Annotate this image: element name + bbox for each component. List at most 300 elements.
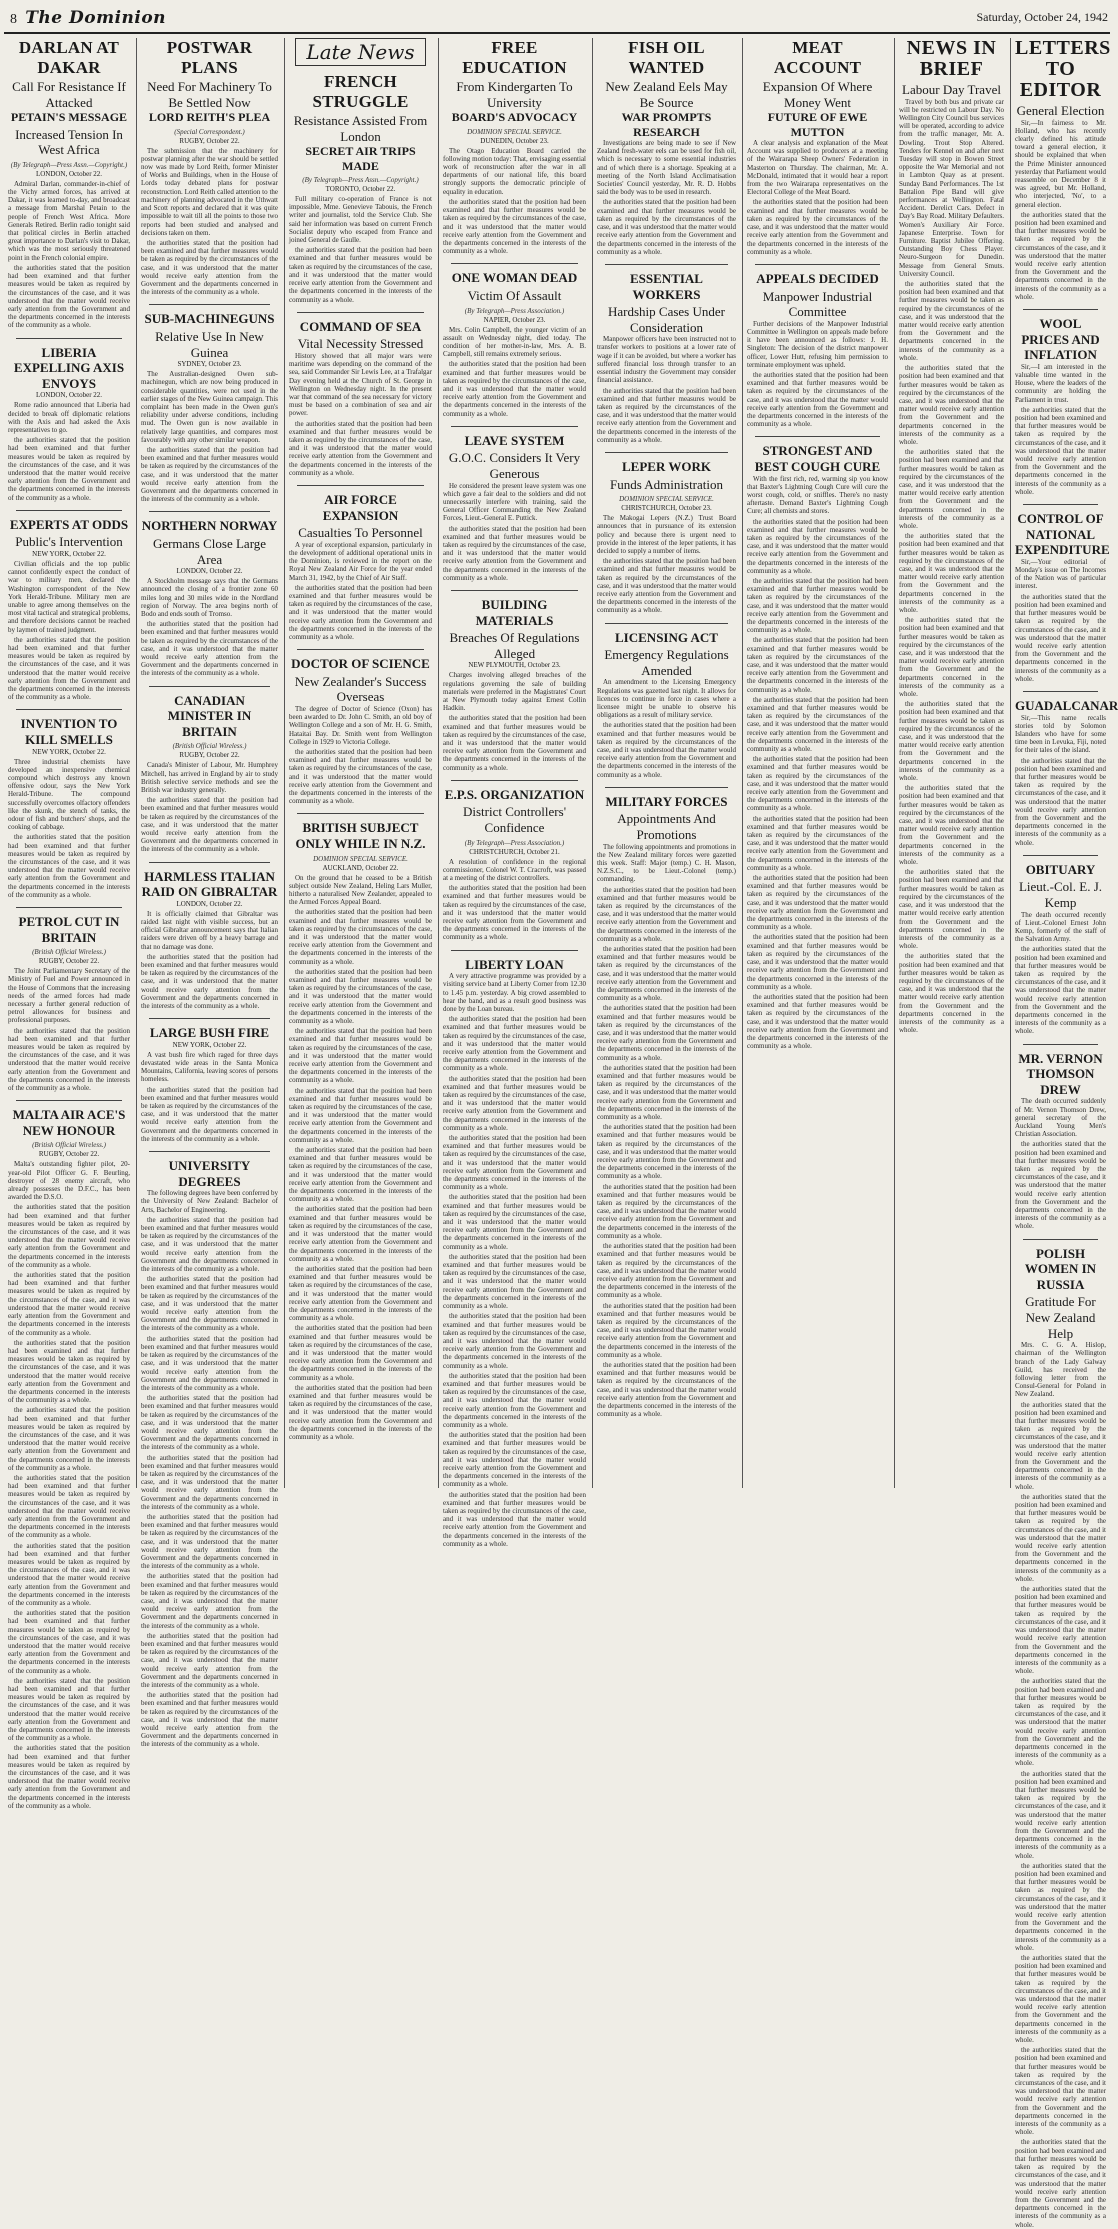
subheadline: Manpower Industrial Committee xyxy=(762,288,873,320)
article-body xyxy=(443,326,586,418)
dateline: DUNEDIN, October 23. xyxy=(480,136,549,145)
dateline: RUGBY, October 22. xyxy=(38,957,100,966)
article-separator xyxy=(1023,691,1098,692)
issue-date: Saturday, October 24, 1942 xyxy=(976,10,1108,24)
headline: BUILDING MATERIALS xyxy=(475,596,554,628)
article xyxy=(8,338,130,502)
wire-source: DOMINION SPECIAL SERVICE. xyxy=(467,127,562,136)
article-text-continued: the authorities stated that the position had been examined and that further measures would be taken as required by the circumstances of the case, and it was understood that the matter would receive early attention from the Government and the departments concerned in the interests of the community as a whole. xyxy=(597,721,736,779)
article-text: A vast bush fire which raged for three days devastated wide areas in the Santa Monica Mountains, California, leaving scores of persons homeless. xyxy=(141,1050,278,1084)
article-text-continued: the authorities stated that the position had been examined and that further measures would be taken as required by the circumstances of the case, and it was understood that the matter would receive early attention from the Government and the departments concerned in the interests of the community as a whole. xyxy=(141,952,278,1011)
article-text-continued: the authorities stated that the position had been examined and that further measures would be taken as required by the circumstances of the case, and it was understood that the matter would receive early attention from the Government and the departments concerned in the interests of the community as a whole. xyxy=(443,1490,586,1548)
article xyxy=(289,485,432,641)
dateline: LONDON, October 22. xyxy=(35,391,103,400)
article-text-continued: the authorities stated that the position had been examined and that further measures would be taken as required by the circumstances of the case, and it was understood that the matter would receive early attention from the Government and the departments concerned in the interests of the community as a whole. xyxy=(289,1146,432,1204)
article-body xyxy=(141,761,278,853)
wire-source: (Special Correspondent.) xyxy=(174,127,245,136)
subheadline: Resistance Assisted From London xyxy=(293,113,428,144)
article-text: The Makogai Lepers (N.Z.) Trust Board announces that in pursuance of its extension policy and because there is urgent need to provide in the interest of the leper patients, it has decided to supply a number of items. xyxy=(597,514,736,555)
article xyxy=(1015,1239,1106,2229)
headline: ONE WOMAN DEAD xyxy=(451,270,578,286)
article-text-continued: the authorities stated that the position had been examined and that further measures would be taken as required by the circumstances of the case, and it was understood that the matter would receive early attention from the Government and the departments concerned in the interests of the community as a whole. xyxy=(443,1312,586,1370)
headline: INVENTION TO KILL SMELLS xyxy=(20,716,118,747)
article-text: Canada's Minister of Labour, Mr. Humphrey Mitchell, has arrived in England by air to study British selective service methods and see the British war industry generally. xyxy=(141,761,278,794)
article-separator xyxy=(16,338,122,339)
article-text: A clear analysis and explanation of the Meat Account was supplied to producers at a meeting of the Wairarapa Sheep Owners' Federation in Masterton on Thursday. The chairman, Mr. A. McDonald, intimated that it would hear a report from the two Wairarapa representatives on the Electoral College of the Meat Board. xyxy=(747,139,888,197)
article-body xyxy=(597,335,736,444)
headline: E.P.S. ORGANIZATION xyxy=(444,786,585,802)
article-body xyxy=(443,858,586,942)
article-text-continued: the authorities stated that the position had been examined and that further measures would be taken as required by the circumstances of the case, and it was understood that the matter would receive early attention from the Government and the departments concerned in the interests of the community as a whole. xyxy=(747,370,888,429)
article-text-continued: the authorities stated that the position had been examined and that further measures would be taken as required by the circumstances of the case, and it was understood that the matter would receive early attention from the Government and the departments concerned in the interests of the community as a whole. xyxy=(597,198,736,256)
article-text-continued: the authorities stated that the position had been examined and that further measures would be taken as required by the circumstances of the case, and it was understood that the matter would receive early attention from the Government and the departments concerned in the interests of the community as a whole. xyxy=(1015,756,1106,847)
subheadline: Need For Machinery To Be Settled Now xyxy=(147,79,272,110)
article-text-continued: the authorities stated that the position had been examined and that further measures would be taken as required by the circumstances of the case, and it was understood that the matter would receive early attention from the Government and the departments concerned in the interests of the community as a whole. xyxy=(597,1242,736,1300)
article-body xyxy=(141,147,278,297)
article-separator xyxy=(149,1151,270,1152)
article-body xyxy=(1015,119,1106,301)
article-text-continued: the authorities stated that the position had been examined and that further measures would be taken as required by the circumstances of the case, and it was understood that the matter would receive early attention from the Government and the departments concerned in the interests of the community as a whole. xyxy=(1015,1954,1106,2045)
article-text-continued: the authorities stated that the position had been examined and that further measures would be taken as required by the circumstances of the case, and it was understood that the matter would receive early attention from the Government and the departments concerned in the interests of the community as a whole. xyxy=(747,198,888,256)
page-number: 8 xyxy=(10,12,17,27)
article-text: A very attractive programme was provided by a visiting service band at Liberty Corner from 12.30 to 1.45 p.m. yesterday. A big crowd assembled to hear the band, and as a result good business was done by the Loan bureau. xyxy=(443,972,586,1013)
article-text: Investigations are being made to see if New Zealand fresh-water eels can be used for fish oil, which is necessary to some essential industries and of which there is a shortage. Speaking at a meeting of the North Island Acclimatisation Societies' Council yesterday, Mr. R. D. Hobbs said the body was to be used in research. xyxy=(597,139,736,197)
subheadline: From Kindergarten To University xyxy=(456,79,573,110)
subheadline: General Election xyxy=(1016,103,1105,118)
article-text-continued: the authorities stated that the position had been examined and that further measures would be taken as required by the circumstances of the case, and it was understood that the matter would receive early attention from the Government and the departments concerned in the interests of the community as a whole. xyxy=(8,1406,130,1472)
article-text: The degree of Doctor of Science (Oxon) has been awarded to Dr. John C. Smith, an old boy of Wellington College and a son of Mr. H. G. Smith, Hataitai Bay. Dr. Smith went from Wellington College in 1929 to Victoria College. xyxy=(289,704,432,746)
article-separator xyxy=(605,264,728,265)
subheadline: Labour Day Travel xyxy=(902,82,1001,97)
article-text-continued: the authorities stated that the position had been examined and that further measures would be taken as required by the circumstances of the case, and it was understood that the matter would receive early attention from the Government and the departments concerned in the interests of the community as a whole. xyxy=(597,885,736,943)
article xyxy=(747,264,888,428)
dateline: NEW PLYMOUTH, October 23. xyxy=(468,661,561,670)
headline: UNIVERSITY DEGREES xyxy=(168,1158,251,1189)
article-body xyxy=(1015,558,1106,683)
subheadline-2: WAR PROMPTS RESEARCH xyxy=(621,110,712,139)
article-text-continued: the authorities stated that the position had been examined and that further measures would be taken as required by the circumstances of the case, and it was understood that the matter would receive early attention from the Government and the departments concerned in the interests of the community as a whole. xyxy=(8,1676,130,1743)
subheadline: Call For Resistance If Attacked xyxy=(12,79,126,110)
headline: MR. VERNON THOMSON DREW xyxy=(1018,1050,1103,1097)
subheadline: Gratitude For New Zealand Help xyxy=(1025,1294,1096,1341)
dateline: CHRISTCHURCH, October 21. xyxy=(469,847,560,856)
headline: MEAT ACCOUNT xyxy=(773,38,862,77)
subheadline: Lieut.-Col. E. J. Kemp xyxy=(1018,879,1103,910)
article-text-continued: the authorities stated that the position had been examined and that further measures would be taken as required by the circumstances of the case, and it was understood that the matter would receive early attention from the Government and the departments concerned in the interests of the community as a whole. xyxy=(8,1338,130,1405)
article-text: The death occurred recently of Lieut.-Colonel Ernest John Kemp, formerly of the staff of the Salvation Army. xyxy=(1015,910,1106,944)
article-text-continued: the authorities stated that the position had been examined and that further measures would be taken as required by the circumstances of the case, and it was understood that the matter would receive early attention from the Government and the departments concerned in the interests of the community as a whole. xyxy=(443,884,586,942)
dateline: LONDON, October 22. xyxy=(176,567,243,576)
article-text-continued: the authorities stated that the position had been examined and that further measures would be taken as required by the circumstances of the case, and it was understood that the matter would receive early attention from the Government and the departments concerned in the interests of the community as a whole. xyxy=(443,1074,586,1132)
article xyxy=(1015,37,1111,301)
article-separator xyxy=(451,780,578,781)
article-text-continued: the authorities stated that the position had been examined and that further measures would be taken as required by the circumstances of the case, and it was understood that the matter would receive early attention from the Government and the departments concerned in the interests of the community as a whole. xyxy=(1015,1861,1106,1952)
article-separator xyxy=(297,813,424,814)
article xyxy=(443,38,586,255)
headline: LICENSING ACT xyxy=(615,629,718,645)
article-text-continued: the authorities stated that the position had been examined and that further measures would be taken as required by the circumstances of the case, and it was understood that the matter would receive early attention from the Government and the departments concerned in the interests of the community as a whole. xyxy=(8,1744,130,1810)
article-body xyxy=(1015,714,1106,847)
subheadline-2: PETAIN'S MESSAGE xyxy=(10,110,128,125)
headline: NEWS IN BRIEF xyxy=(906,37,997,80)
article-separator xyxy=(149,1018,270,1019)
headline: LIBERIA EXPELLING AXIS ENVOYS xyxy=(13,344,125,391)
article-text: A Stockholm message says that the Germans announced the closing of a frontier zone 60 miles long and 30 miles wide in the Nordland region of Norway. The area begins north of Bodo and ends south of Tromso. xyxy=(141,577,278,618)
newspaper-title: The Dominion xyxy=(25,8,167,28)
article xyxy=(443,263,586,417)
article xyxy=(8,709,130,899)
article-body xyxy=(597,678,736,778)
article-body xyxy=(597,843,736,1419)
article-text-continued: the authorities stated that the position had been examined and that further measures would be taken as required by the circumstances of the case, and it was understood that the matter would receive early attention from the Government and the departments concerned in the interests of the community as a whole. xyxy=(1015,1677,1106,1768)
article xyxy=(289,813,432,1441)
subheadline-2: FUTURE OF EWE MUTTON xyxy=(767,110,868,139)
article-text: Sir,—In fairness to Mr. Holland, who has recently clearly defined his attitude toward a general election, it should be explained that when the Prime Minister announced yesterday that Parliament would reassemble on December 8 it was agreed, but Mr. Holland, who interjected, 'No', to a general election. xyxy=(1015,118,1106,209)
article-text-continued: the authorities stated that the position had been examined and that further measures would be taken as required by the circumstances of the case, and it was understood that the matter would receive early attention from the Government and the departments concerned in the interests of the community as a whole. xyxy=(141,1453,278,1511)
subheadline: Relative Use In New Guinea xyxy=(155,328,264,360)
article-text-continued: the authorities stated that the position had been examined and that further measures would be taken as required by the circumstances of the case, and it was understood that the matter would receive early attention from the Government and the departments concerned in the interests of the community as a whole. xyxy=(899,364,1004,446)
article-body xyxy=(747,475,888,1051)
article-text-continued: the authorities stated that the position had been examined and that further measures would be taken as required by the circumstances of the case, and it was understood that the matter would receive early attention from the Government and the departments concerned in the interests of the community as a whole. xyxy=(597,1004,736,1062)
headline: EXPERTS AT ODDS xyxy=(9,516,129,532)
article-text-continued: the authorities stated that the position had been examined and that further measures would be taken as required by the circumstances of the case, and it was understood that the matter would receive early attention from the Government and the departments concerned in the interests of the community as a whole. xyxy=(597,1123,736,1181)
article-body xyxy=(1015,1097,1106,1230)
article-body xyxy=(289,541,432,641)
article-text: Travel by both bus and private car will be restricted on Labour Day. No Wellington City Council bus services will be operated, according to advice from the traffic manager, Mr. A. Dowling. Trout Stop Altered. Tenders for Kennel on and after next Tuesday will stop in Bowen Street opposite the War Memorial and not in Lambton Quay as at present. Sunday Band Performances. The 1st Battalion Pipe Band will give performances at Wellington. Fatal Accident. Derelict Cars. Defect in Day's Bay Road. Military Defaulters. Women's Auxiliary Air Force. Japanese Enterprise. Town for Furniture. Baptist Jubilee Offering. Outstanding Boy Chess Player. Neuro-Surgeon for Dunedin. Message from General Smuts. University Council. xyxy=(899,97,1004,278)
article xyxy=(8,907,130,1092)
article-text: Sir,—I am interested in the valuable time wanted in the House, where the leaders of the community are holding the Parliament in trust. xyxy=(1015,362,1106,404)
article-text-continued: the authorities stated that the position had been examined and that further measures would be taken as required by the circumstances of the case, and it was understood that the matter would receive early attention from the Government and the departments concerned in the interests of the community as a whole. xyxy=(289,1383,432,1441)
article-body xyxy=(597,514,736,614)
article-text-continued: the authorities stated that the position had been examined and that further measures would be taken as required by the circumstances of the case, and it was understood that the matter would receive early attention from the Government and the departments concerned in the interests of the community as a whole. xyxy=(443,1015,586,1073)
headline: GUADALCANAR xyxy=(1015,697,1118,713)
article-text: An amendment to the Licensing Emergency Regulations was gazetted last night. It allows for licences to continue in force in cases where a licensee might be unable to observe his obligations as a result of military service. xyxy=(597,678,736,720)
article-separator xyxy=(297,649,424,650)
article-separator xyxy=(605,623,728,624)
headline: FREE EDUCATION xyxy=(462,38,567,77)
subheadline-2: LORD REITH'S PLEA xyxy=(148,110,271,125)
subheadline: Public's Intervention xyxy=(15,534,123,550)
article-separator xyxy=(149,511,270,512)
article-separator xyxy=(451,590,578,591)
article-text: Full military co-operation of France is not impossible, Mme. Genevieve Tabouis, the French writer and journalist, told the Service Club. She said her information was based on current French Socialist deputy who escaped from France and joined General de Gaulle. xyxy=(289,195,432,245)
article-text: Sir,—Your editorial of Monday's issue on The Incomes of the Nation was of particular interest. xyxy=(1015,557,1106,591)
article-text-continued: the authorities stated that the position had been examined and that further measures would be taken as required by the circumstances of the case, and it was understood that the matter would receive early attention from the Government and the departments concerned in the interests of the community as a whole. xyxy=(141,1631,278,1690)
article-text-continued: the authorities stated that the position had been examined and that further measures would be taken as required by the circumstances of the case, and it was understood that the matter would receive early attention from the Government and the departments concerned in the interests of the community as a whole. xyxy=(289,583,432,641)
article-text-continued: the authorities stated that the position had been examined and that further measures would be taken as required by the circumstances of the case, and it was understood that the matter would receive early attention from the Government and the departments concerned in the interests of the community as a whole. xyxy=(443,1252,586,1311)
headline: DARLAN AT DAKAR xyxy=(18,38,120,77)
dateline: RUGBY, October 22. xyxy=(179,751,240,760)
article-text-continued: the authorities stated that the position had been examined and that further measures would be taken as required by the circumstances of the case, and it was understood that the matter would receive early attention from the Government and the departments concerned in the interests of the community as a whole. xyxy=(141,1334,278,1392)
wire-source: (British Official Wireless.) xyxy=(32,948,106,957)
article-text: History showed that all major wars were maritime wars depending on the command of the sea, said Commander Sir Lewis Lee, at a Trafalgar Day evening held at the Church of St. George in Wellington on Wednesday night. In the present war that command of the sea necessary for victory must be based on a combination of sea and air power. xyxy=(289,351,432,418)
article xyxy=(8,1100,130,1810)
article xyxy=(443,950,586,1548)
article-separator xyxy=(16,907,122,908)
headline: FISH OIL WANTED xyxy=(628,38,705,77)
article-text-continued: the authorities stated that the position had been examined and that further measures would be taken as required by the circumstances of the case, and it was understood that the matter would receive early attention from the Government and the departments concerned in the interests of the community as a whole. xyxy=(1015,2138,1106,2229)
article-text-continued: the authorities stated that the position had been examined and that further measures would be taken as required by the circumstances of the case, and it was understood that the matter would receive early attention from the Government and the departments concerned in the interests of the community as a whole. xyxy=(899,532,1004,614)
subheadline: New Zealand Eels May Be Source xyxy=(605,79,728,110)
headline: FRENCH STRUGGLE xyxy=(312,72,409,111)
wire-source: DOMINION SPECIAL SERVICE. xyxy=(313,854,408,863)
article-text-continued: the authorities stated that the position had been examined and that further measures would be taken as required by the circumstances of the case, and it was understood that the matter would receive early attention from the Government and the departments concerned in the interests of the community as a whole. xyxy=(141,1512,278,1571)
article-text-continued: the authorities stated that the position had been examined and that further measures would be taken as required by the circumstances of the case, and it was understood that the matter would receive early attention from the Government and the departments concerned in the interests of the community as a whole. xyxy=(141,620,278,678)
article-body xyxy=(597,139,736,256)
article-text-continued: the authorities stated that the position had been examined and that further measures would be taken as required by the circumstances of the case, and it was understood that the matter would receive early attention from the Government and the departments concerned in the interests of the community as a whole. xyxy=(289,1027,432,1085)
article-body xyxy=(443,671,586,771)
article-text-continued: the authorities stated that the position had been examined and that further measures would be taken as required by the circumstances of the case, and it was understood that the matter would receive early attention from the Government and the departments concerned in the interests of the community as a whole. xyxy=(747,933,888,991)
article-text: The Australian-designed Owen sub-machinegun, which are now being produced in considerable quantities, were not used in the earlier stages of the New Guinea campaign. This complaint has been made in the Owen gun's reliability under adverse conditions, including mud. The Owen gun is now available in relatively large quantities, and compares most favourably with any other similar weapon. xyxy=(141,370,278,444)
article-separator xyxy=(16,510,122,511)
article-text-continued: the authorities stated that the position had been examined and that further measures would be taken as required by the circumstances of the case, and it was understood that the matter would receive early attention from the Government and the departments concerned in the interests of the community as a whole. xyxy=(8,1541,130,1607)
column-2 xyxy=(136,38,282,1749)
headline: POSTWAR PLANS xyxy=(166,38,253,77)
article-text-continued: the authorities stated that the position had been examined and that further measures would be taken as required by the circumstances of the case, and it was understood that the matter would receive early attention from the Government and the departments concerned in the interests of the community as a whole. xyxy=(1015,1492,1106,1583)
headline: AIR FORCE EXPANSION xyxy=(322,491,399,523)
article-text-continued: the authorities stated that the position had been examined and that further measures would be taken as required by the circumstances of the case, and it was understood that the matter would receive early attention from the Government and the departments concerned in the interests of the community as a whole. xyxy=(443,197,586,256)
article-text-continued: the authorities stated that the position had been examined and that further measures would be taken as required by the circumstances of the case, and it was understood that the matter would receive early attention from the Government and the departments concerned in the interests of the community as a whole. xyxy=(747,814,888,872)
article-text-continued: the authorities stated that the position had been examined and that further measures would be taken as required by the circumstances of the case, and it was understood that the matter would receive early attention from the Government and the departments concerned in the interests of the community as a whole. xyxy=(8,1203,130,1269)
article-text-continued: the authorities stated that the position had been examined and that further measures would be taken as required by the circumstances of the case, and it was understood that the matter would receive early attention from the Government and the departments concerned in the interests of the community as a whole. xyxy=(1015,592,1106,683)
headline: LETTERS TO EDITOR xyxy=(1015,37,1111,101)
article-body xyxy=(1015,363,1106,496)
article-separator xyxy=(1023,309,1098,310)
article-body xyxy=(141,1051,278,1143)
article xyxy=(289,38,432,304)
article-body xyxy=(8,1160,130,1810)
headline: MALTA AIR ACE'S NEW HONOUR xyxy=(12,1107,126,1138)
subheadline: Appointments And Promotions xyxy=(617,811,716,842)
headline: POLISH WOMEN IN RUSSIA xyxy=(1024,1245,1097,1292)
headline: NORTHERN NORWAY xyxy=(141,518,278,534)
article-text: Further decisions of the Manpower Industrial Committee in Wellington on appeals made before it have been announced as follows: J. H. Singleton: The decision of the district manpower officer, Lower Hutt, refusing him permission to terminate employment was upheld. xyxy=(747,319,888,369)
article-text-continued: the authorities stated that the position had been examined and that further measures would be taken as required by the circumstances of the case, and it was understood that the matter would receive early attention from the Government and the departments concerned in the interests of the community as a whole. xyxy=(1015,945,1106,1036)
wire-source: (By Telegraph—Press Association.) xyxy=(464,838,565,847)
article-separator xyxy=(451,950,578,951)
article-text: He considered the present leave system was one which gave a fair deal to the soldiers and did not unnecessarily interfere with training, said the General Officer Commanding the New Zealand Forces, Lieut.-General E. Puttick. xyxy=(443,481,586,523)
article-text: On the ground that he ceased to be a British subject outside New Zealand, Heling Lars Muller, hitherto a naturalised New Zealander, appealed to the Armed Forces Appeal Board. xyxy=(289,873,432,907)
article-text: It is officially claimed that Gibraltar was raided last night with visible success, but an official Gibraltar announcement says that Italian raiders were driven off by a heavy barrage and that no damage was done. xyxy=(141,909,278,951)
article-separator xyxy=(297,312,424,313)
article-text-continued: the authorities stated that the position had been examined and that further measures would be taken as required by the circumstances of the case, and it was understood that the matter would receive early attention from the Government and the departments concerned in the interests of the community as a whole. xyxy=(747,874,888,932)
article-body xyxy=(141,577,278,677)
article-separator xyxy=(16,709,122,710)
dateline: NEW YORK, October 22. xyxy=(32,747,106,756)
article-text-continued: the authorities stated that the position had been examined and that further measures would be taken as required by the circumstances of the case, and it was understood that the matter would receive early attention from the Government and the departments concerned in the interests of the community as a whole. xyxy=(443,360,586,418)
article xyxy=(747,38,888,256)
wire-source: (British Official Wireless.) xyxy=(172,742,247,751)
article-separator xyxy=(755,436,880,437)
article-text-continued: the authorities stated that the position had been examined and that further measures would be taken as required by the circumstances of the case, and it was understood that the matter would receive early attention from the Government and the departments concerned in the interests of the community as a whole. xyxy=(289,246,432,304)
subheadline-3: Increased Tension In West Africa xyxy=(15,126,123,158)
article-text-continued: the authorities stated that the position had been examined and that further measures would be taken as required by the circumstances of the case, and it was understood that the matter would receive early attention from the Government and the departments concerned in the interests of the community as a whole. xyxy=(899,784,1004,867)
article-text-continued: the authorities stated that the position had been examined and that further measures would be taken as required by the circumstances of the case, and it was understood that the matter would receive early attention from the Government and the departments concerned in the interests of the community as a whole. xyxy=(141,238,278,297)
article-body xyxy=(747,139,888,256)
article-text-continued: the authorities stated that the position had been examined and that further measures would be taken as required by the circumstances of the case, and it was understood that the matter would receive early attention from the Government and the departments concerned in the interests of the community as a whole. xyxy=(747,636,888,694)
masthead xyxy=(0,0,1114,34)
subheadline: Funds Administration xyxy=(609,476,724,492)
dateline: RUGBY, October 22. xyxy=(38,1150,100,1159)
column-8 xyxy=(1010,37,1118,2229)
column-3 xyxy=(284,38,436,1488)
article xyxy=(443,590,586,772)
article-separator xyxy=(149,304,270,305)
article-body xyxy=(289,352,432,477)
article-text-continued: the authorities stated that the position had been examined and that further measures would be taken as required by the circumstances of the case, and it was understood that the matter would receive early attention from the Government and the departments concerned in the interests of the community as a whole. xyxy=(1015,1585,1106,1676)
article-separator xyxy=(755,264,880,265)
article-separator xyxy=(297,485,424,486)
article xyxy=(1015,691,1118,847)
article xyxy=(899,38,1004,1034)
headline: MILITARY FORCES xyxy=(605,793,728,809)
subheadline-2: BOARD'S ADVOCACY xyxy=(451,110,578,125)
dateline: CHRISTCHURCH, October 23. xyxy=(621,504,712,513)
subheadline: Germans Close Large Area xyxy=(152,535,267,567)
article-text-continued: the authorities stated that the position had been examined and that further measures would be taken as required by the circumstances of the case, and it was understood that the matter would receive early attention from the Government and the departments concerned in the interests of the community as a whole. xyxy=(141,1394,278,1452)
column-6 xyxy=(742,38,892,1488)
dateline: SYDNEY, October 23. xyxy=(177,360,242,369)
dateline: NEW YORK, October 22. xyxy=(172,1040,247,1049)
article-text-continued: the authorities stated that the position had been examined and that further measures would be taken as required by the circumstances of the case, and it was understood that the matter would receive early attention from the Government and the departments concerned in the interests of the community as a whole. xyxy=(899,952,1004,1035)
article-text-continued: the authorities stated that the position had been examined and that further measures would be taken as required by the circumstances of the case, and it was understood that the matter would receive early attention from the Government and the departments concerned in the interests of the community as a whole. xyxy=(141,1085,278,1143)
subheadline: Expansion Of Where Money Went xyxy=(762,79,873,110)
article-text: Malta's outstanding fighter pilot, 20-year-old Pilot Officer G. F. Beurling, destroyer of 28 enemy aircraft, who already possesses the D.F.C., has been awarded the D.S.O. xyxy=(8,1160,130,1202)
article-text-continued: the authorities stated that the position had been examined and that further measures would be taken as required by the circumstances of the case, and it was understood that the matter would receive early attention from the Government and the departments concerned in the interests of the community as a whole. xyxy=(289,967,432,1026)
article-text: The following appointments and promotions in the New Zealand military forces were gazetted this week. Staff: Major (temp.) C. H. Mason, N.Z.S.C., to be Lieut.-Colonel (temp.) commanding. xyxy=(597,842,736,884)
article-text: The Joint Parliamentary Secretary of the Ministry of Fuel and Power announced in the House of Commons that the increasing needs of the armed forces had made necessary a further general reduction of petrol allowances for business and professional purposes. xyxy=(8,967,130,1025)
article-text-continued: the authorities stated that the position had been examined and that further measures would be taken as required by the circumstances of the case, and it was understood that the matter would receive early attention from the Government and the departments concerned in the interests of the community as a whole. xyxy=(289,1324,432,1382)
article-text-continued: the authorities stated that the position had been examined and that further measures would be taken as required by the circumstances of the case, and it was understood that the matter would receive early attention from the Government and the departments concerned in the interests of the community as a whole. xyxy=(597,557,736,615)
dateline: AUCKLAND, October 22. xyxy=(322,863,399,872)
article-text-continued: the authorities stated that the position had been examined and that further measures would be taken as required by the circumstances of the case, and it was understood that the matter would receive early attention from the Government and the departments concerned in the interests of the community as a whole. xyxy=(289,747,432,806)
column-5 xyxy=(592,38,740,1488)
article-separator xyxy=(1023,1239,1098,1240)
wire-source: (British Official Wireless.) xyxy=(32,1141,106,1150)
article-body xyxy=(747,320,888,429)
article-separator xyxy=(1023,1044,1098,1045)
article xyxy=(597,787,736,1419)
article-body xyxy=(141,910,278,1010)
article-body xyxy=(8,967,130,1092)
article-text-continued: the authorities stated that the position had been examined and that further measures would be taken as required by the circumstances of the case, and it was understood that the matter would receive early attention from the Government and the departments concerned in the interests of the community as a whole. xyxy=(899,280,1004,362)
article-text-continued: the authorities stated that the position had been examined and that further measures would be taken as required by the circumstances of the case, and it was understood that the matter would receive early attention from the Government and the departments concerned in the interests of the community as a whole. xyxy=(443,1134,586,1192)
headline: CONTROL OF NATIONAL EXPENDITURE xyxy=(1015,511,1110,558)
article-text-continued: the authorities stated that the position had been examined and that further measures would be taken as required by the circumstances of the case, and it was understood that the matter would receive early attention from the Government and the departments concerned in the interests of the community as a whole. xyxy=(289,1086,432,1144)
article-text-continued: the authorities stated that the position had been examined and that further measures would be taken as required by the circumstances of the case, and it was understood that the matter would receive early attention from the Government and the departments concerned in the interests of the community as a whole. xyxy=(747,992,888,1051)
article-text-continued: the authorities stated that the position had been examined and that further measures would be taken as required by the circumstances of the case, and it was understood that the matter would receive early attention from the Government and the departments concerned in the interests of the community as a whole. xyxy=(899,868,1004,951)
article-text-continued: the authorities stated that the position had been examined and that further measures would be taken as required by the circumstances of the case, and it was understood that the matter would receive early attention from the Government and the departments concerned in the interests of the community as a whole. xyxy=(1015,1400,1106,1491)
headline: ESSENTIAL WORKERS xyxy=(630,270,703,302)
article-text-continued: the authorities stated that the position had been examined and that further measures would be taken as required by the circumstances of the case, and it was understood that the matter would receive early attention from the Government and the departments concerned in the interests of the community as a whole. xyxy=(141,796,278,854)
wire-source: (By Telegraph—Press Assn.—Copyright.) xyxy=(302,176,419,185)
article-body xyxy=(899,98,1004,1035)
article-text: Rome radio announced that Liberia had decided to break off diplomatic relations with the Axis and had asked the Axis representatives to go. xyxy=(8,401,130,434)
article-text-continued: the authorities stated that the position had been examined and that further measures would be taken as required by the circumstances of the case, and it was understood that the matter would receive early attention from the Government and the departments concerned in the interests of the community as a whole. xyxy=(1015,1769,1106,1860)
article-body xyxy=(8,560,130,701)
article xyxy=(289,649,432,805)
article-body xyxy=(1015,911,1106,1036)
subheadline-2: SECRET AIR TRIPS MADE xyxy=(305,144,416,173)
article-text-continued: the authorities stated that the position had been examined and that further measures would be taken as required by the circumstances of the case, and it was understood that the matter would receive early attention from the Government and the departments concerned in the interests of the community as a whole. xyxy=(899,700,1004,783)
article-text-continued: the authorities stated that the position had been examined and that further measures would be taken as required by the circumstances of the case, and it was understood that the matter would receive early attention from the Government and the departments concerned in the interests of the community as a whole. xyxy=(1015,210,1106,301)
article-text: Charges involving alleged breaches of the regulations governing the sale of building materials were preferred in the Magistrates' Court at New Plymouth today against Ernest Collin Hadkin. xyxy=(443,671,586,713)
wire-source: (By Telegraph—Press Assn.—Copyright.) xyxy=(10,160,128,169)
article-body xyxy=(289,874,432,1442)
article-text-continued: the authorities stated that the position had been examined and that further measures would be taken as required by the circumstances of the case, and it was understood that the matter would receive early attention from the Government and the departments concerned in the interests of the community as a whole. xyxy=(443,714,586,772)
article xyxy=(443,426,586,582)
article-text-continued: the authorities stated that the position had been examined and that further measures would be taken as required by the circumstances of the case, and it was understood that the matter would receive early attention from the Government and the departments concerned in the interests of the community as a whole. xyxy=(443,1193,586,1251)
article-text: The following degrees have been conferred by the University of New Zealand: Bachelor of Arts, Bachelor of Engineering. xyxy=(141,1189,278,1214)
article xyxy=(1015,855,1106,1036)
article-text: Mrs. C. G. A. Hislop, chairman of the Wellington branch of the Lady Galway Guild, has received the following letter from the Consul-General for Poland in New Zealand. xyxy=(1015,1341,1106,1399)
dateline: LONDON, October 22. xyxy=(176,899,243,908)
masthead-rule xyxy=(4,32,1110,34)
article xyxy=(141,511,278,677)
headline: DOCTOR OF SCIENCE xyxy=(291,656,430,672)
masthead-left xyxy=(10,8,166,28)
headline: HARMLESS ITALIAN RAID ON GIBRALTAR xyxy=(141,868,278,900)
article-text-continued: the authorities stated that the position had been examined and that further measures would be taken as required by the circumstances of the case, and it was understood that the matter would receive early attention from the Government and the departments concerned in the interests of the community as a whole. xyxy=(141,1215,278,1274)
article-separator xyxy=(605,787,728,788)
article-text-continued: the authorities stated that the position had been examined and that further measures would be taken as required by the circumstances of the case, and it was understood that the matter would receive early attention from the Government and the departments concerned in the interests of the community as a whole. xyxy=(1015,1140,1106,1231)
dateline: NAPIER, October 23. xyxy=(483,315,546,324)
article-text-continued: the authorities stated that the position had been examined and that further measures would be taken as required by the circumstances of the case, and it was understood that the matter would receive early attention from the Government and the departments concerned in the interests of the community as a whole. xyxy=(443,1431,586,1489)
article-text: A year of exceptional expansion, particularly in the development of additional operational units in the Dominion, is reviewed in the report on the Royal New Zealand Air Force for the year ended March 31, 1942, by the Chief of Air Staff. xyxy=(289,540,432,582)
article-text-continued: the authorities stated that the position had been examined and that further measures would be taken as required by the circumstances of the case, and it was understood that the matter would receive early attention from the Government and the departments concerned in the interests of the community as a whole. xyxy=(899,448,1004,530)
article-text: A resolution of confidence in the regional commissioner, Colonel W. T. Cracroft, was passed at a meeting of the district controllers. xyxy=(443,857,586,882)
article-text-continued: the authorities stated that the position had been examined and that further measures would be taken as required by the circumstances of the case, and it was understood that the matter would receive early attention from the Government and the departments concerned in the interests of the community as a whole. xyxy=(443,524,586,582)
article-text-continued: the authorities stated that the position had been examined and that further measures would be taken as required by the circumstances of the case, and it was understood that the matter would receive early attention from the Government and the departments concerned in the interests of the community as a whole. xyxy=(8,1609,130,1675)
headline: SUB-MACHINEGUNS xyxy=(144,311,275,327)
article-separator xyxy=(149,862,270,863)
article-separator xyxy=(605,452,728,453)
article-body xyxy=(8,758,130,899)
subheadline: Casualties To Personnel xyxy=(298,525,423,541)
article-text: Sir,—This name recalls stories told by Solomon Islanders who have for some time been in Levuka, Fiji, noted for their tales of the island. xyxy=(1015,713,1106,755)
article xyxy=(141,304,278,503)
column-1 xyxy=(4,38,134,1810)
article xyxy=(597,623,736,779)
article-separator xyxy=(16,1100,122,1101)
headline: COMMAND OF SEA xyxy=(299,318,422,334)
article-text-continued: the authorities stated that the position had been examined and that further measures would be taken as required by the circumstances of the case, and it was understood that the matter would receive early attention from the Government and the departments concerned in the interests of the community as a whole. xyxy=(8,436,130,502)
article-text-continued: the authorities stated that the position had been examined and that further measures would be taken as required by the circumstances of the case, and it was understood that the matter would receive early attention from the Government and the departments concerned in the interests of the community as a whole. xyxy=(597,386,736,444)
article-separator xyxy=(451,426,578,427)
article xyxy=(8,38,130,330)
headline: PETROL CUT IN BRITAIN xyxy=(18,914,120,945)
article-text-continued: the authorities stated that the position had been examined and that further measures would be taken as required by the circumstances of the case, and it was understood that the matter would receive early attention from the Government and the departments concerned in the interests of the community as a whole. xyxy=(8,635,130,702)
article xyxy=(597,264,736,444)
article-text-continued: the authorities stated that the position had been examined and that further measures would be taken as required by the circumstances of the case, and it was understood that the matter would receive early attention from the Government and the departments concerned in the interests of the community as a whole. xyxy=(8,263,130,330)
headline: APPEALS DECIDED xyxy=(756,270,879,286)
article xyxy=(597,38,736,256)
article-text-continued: the authorities stated that the position had been examined and that further measures would be taken as required by the circumstances of the case, and it was understood that the matter would receive early attention from the Government and the departments concerned in the interests of the community as a whole. xyxy=(1015,405,1106,496)
dateline: TORONTO, October 22. xyxy=(325,185,396,194)
subheadline: District Controllers' Confidence xyxy=(462,804,567,835)
article-text-continued: the authorities stated that the position had been examined and that further measures would be taken as required by the circumstances of the case, and it was understood that the matter would receive early attention from the Government and the departments concerned in the interests of the community as a whole. xyxy=(597,944,736,1003)
dateline: NEW YORK, October 22. xyxy=(32,549,106,558)
article-text: Manpower officers have been instructed not to transfer workers to positions at a lower rate of wage if it can be avoided, but where a worker has suffered financial loss through transfer to an essential industry the Government may consider financial assistance. xyxy=(597,335,736,385)
article-text-continued: the authorities stated that the position had been examined and that further measures would be taken as required by the circumstances of the case, and it was understood that the matter would receive early attention from the Government and the departments concerned in the interests of the community as a whole. xyxy=(899,616,1004,699)
article xyxy=(289,312,432,477)
dateline: RUGBY, October 22. xyxy=(179,136,240,145)
article-text: Admiral Darlan, commander-in-chief of the Vichy armed forces, has arrived at Dakar, it was learned to-day, and broadcast a message from Marshal Petain to the people of French West Africa. More Generals Retired. Berlin radio tonight said that political circles in Berlin attached great importance to Darlan's visit to Dakar, which was the most seriously threatened point in the French colonial empire. xyxy=(8,179,130,262)
article-text-continued: the authorities stated that the position had been examined and that further measures would be taken as required by the circumstances of the case, and it was understood that the matter would receive early attention from the Government and the departments concerned in the interests of the community as a whole. xyxy=(141,1275,278,1333)
article-body xyxy=(141,370,278,503)
headline: LARGE BUSH FIRE xyxy=(149,1025,270,1041)
article-text-continued: the authorities stated that the position had been examined and that further measures would be taken as required by the circumstances of the case, and it was understood that the matter would receive early attention from the Government and the departments concerned in the interests of the community as a whole. xyxy=(1015,2046,1106,2137)
